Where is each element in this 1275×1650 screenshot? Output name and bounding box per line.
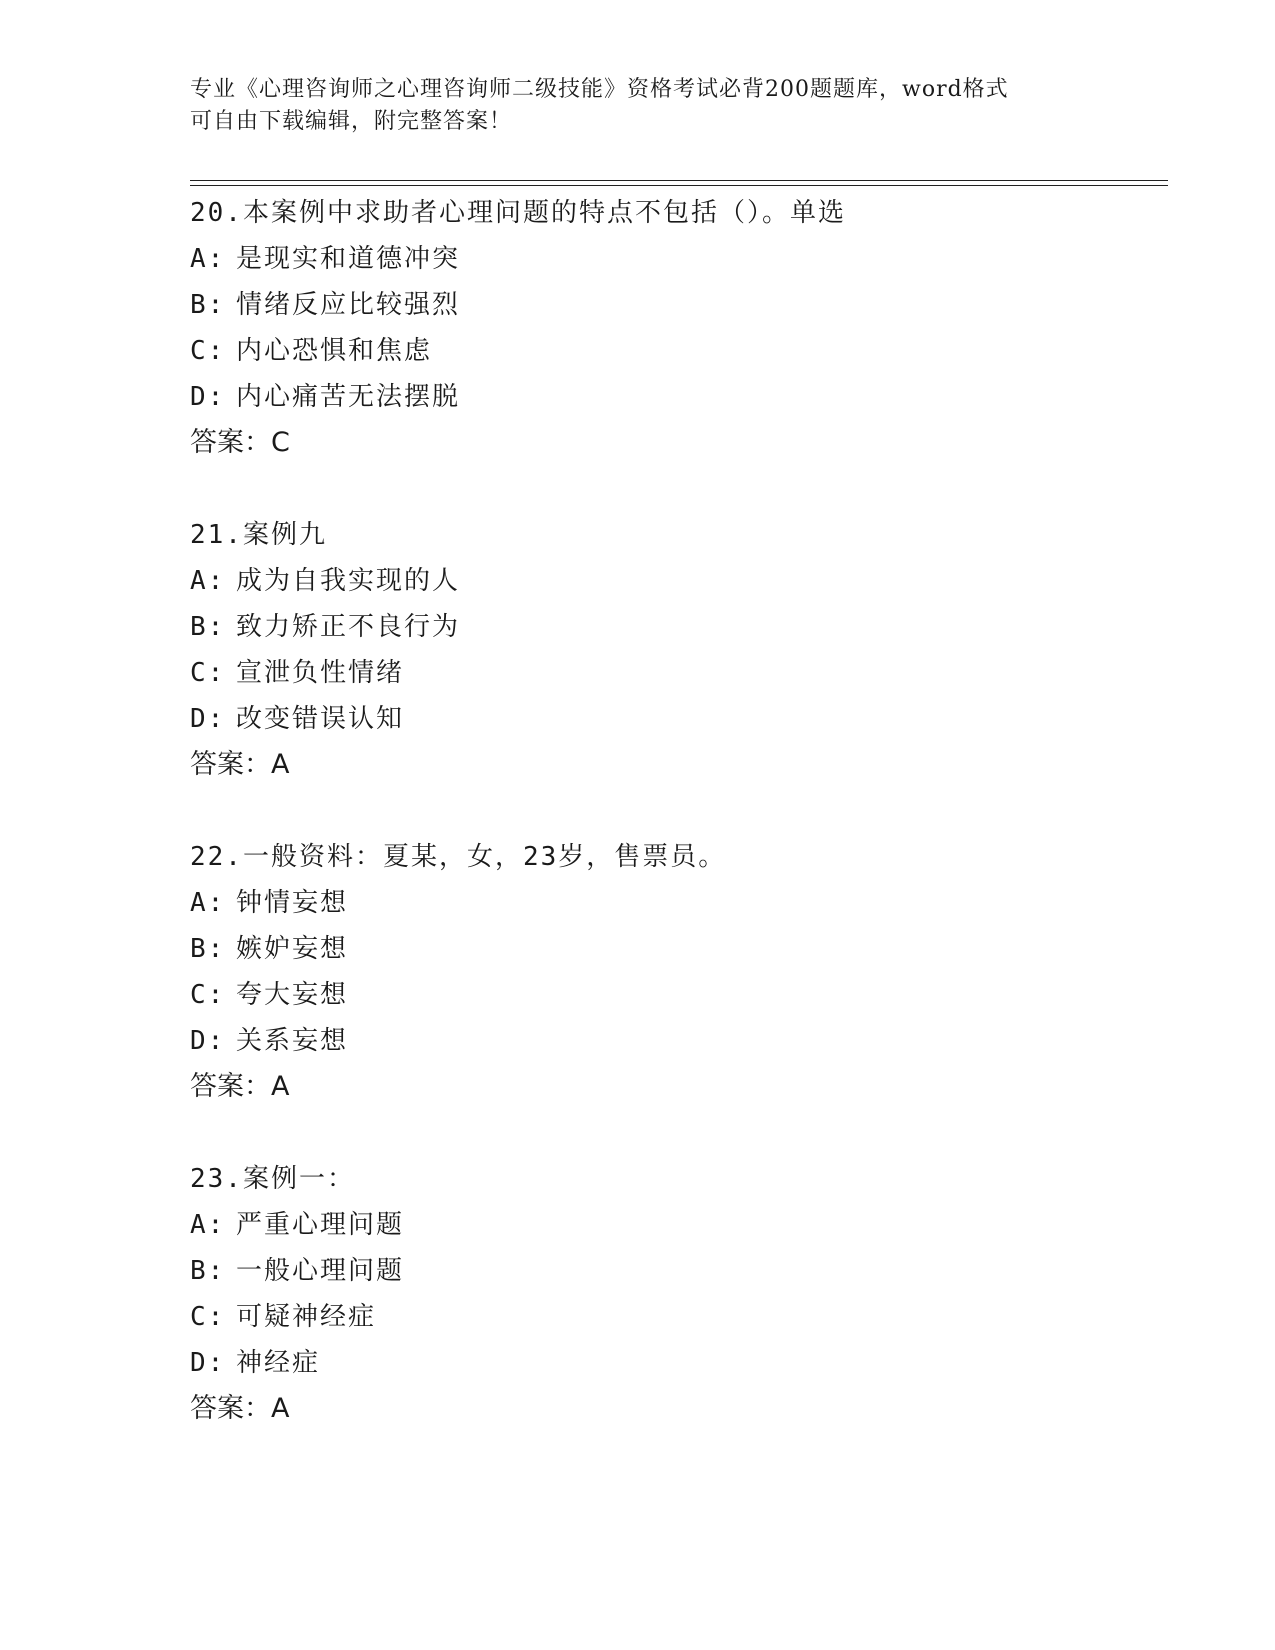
question-item: [190, 512, 1170, 788]
option-text: 神经症: [236, 1348, 321, 1378]
answer-line: 答案：A: [190, 1393, 290, 1424]
question-item: [190, 834, 1170, 1110]
question-stem: 20.本案例中求助者心理问题的特点不包括（）。单选: [190, 198, 846, 228]
option-text: 是现实和道德冲突: [236, 244, 461, 274]
answer-line: 答案：A: [190, 1071, 290, 1102]
option-text: 宣泄负性情绪: [236, 658, 405, 688]
question-stem: 23.案例一：: [190, 1164, 355, 1194]
option-a: [190, 1202, 1170, 1248]
option-text: 内心痛苦无法摆脱: [236, 382, 461, 412]
option-b: [190, 604, 1170, 650]
option-a: [190, 558, 1170, 604]
option-text: 严重心理问题: [236, 1210, 405, 1240]
option-text: 嫉妒妄想: [236, 934, 349, 964]
question-stem: 22.一般资料：夏某，女，23岁，售票员。: [190, 842, 727, 872]
option-label: D:: [190, 382, 226, 412]
header-line-2: 可自由下载编辑，附完整答案！: [190, 109, 513, 134]
option-label: C:: [190, 658, 226, 688]
option-label: A:: [190, 1210, 226, 1240]
answer-line: 答案：A: [190, 749, 290, 780]
option-text: 夸大妄想: [236, 980, 349, 1010]
option-c: [190, 328, 1170, 374]
option-label: A:: [190, 888, 226, 918]
option-a: [190, 880, 1170, 926]
option-label: B:: [190, 612, 226, 642]
option-c: [190, 1294, 1170, 1340]
question-stem: 21.案例九: [190, 520, 327, 550]
answer-line: 答案：C: [190, 427, 290, 458]
option-label: C:: [190, 1302, 226, 1332]
option-label: B:: [190, 934, 226, 964]
option-text: 关系妄想: [236, 1026, 349, 1056]
option-d: [190, 1018, 1170, 1064]
option-text: 成为自我实现的人: [236, 566, 461, 596]
option-d: [190, 374, 1170, 420]
document-header: [190, 74, 1090, 138]
option-c: [190, 972, 1170, 1018]
option-c: [190, 650, 1170, 696]
option-label: C:: [190, 336, 226, 366]
header-divider-top: [190, 180, 1168, 181]
option-text: 钟情妄想: [236, 888, 349, 918]
option-label: B:: [190, 290, 226, 320]
option-b: [190, 282, 1170, 328]
question-list: [190, 190, 1170, 1432]
option-text: 内心恐惧和焦虑: [236, 336, 433, 366]
option-text: 改变错误认知: [236, 704, 405, 734]
option-label: A:: [190, 566, 226, 596]
option-text: 一般心理问题: [236, 1256, 405, 1286]
option-a: [190, 236, 1170, 282]
option-label: C:: [190, 980, 226, 1010]
option-label: D:: [190, 1026, 226, 1056]
header-line-1: 专业《心理咨询师之心理咨询师二级技能》资格考试必背200题题库，word格式: [190, 77, 1009, 102]
option-d: [190, 696, 1170, 742]
option-text: 可疑神经症: [236, 1302, 377, 1332]
option-label: D:: [190, 704, 226, 734]
option-b: [190, 926, 1170, 972]
option-label: B:: [190, 1256, 226, 1286]
option-label: D:: [190, 1348, 226, 1378]
option-d: [190, 1340, 1170, 1386]
option-label: A:: [190, 244, 226, 274]
option-b: [190, 1248, 1170, 1294]
option-text: 情绪反应比较强烈: [236, 290, 461, 320]
question-item: [190, 190, 1170, 466]
question-item: [190, 1156, 1170, 1432]
option-text: 致力矫正不良行为: [236, 612, 461, 642]
header-divider-bottom: [190, 185, 1168, 186]
